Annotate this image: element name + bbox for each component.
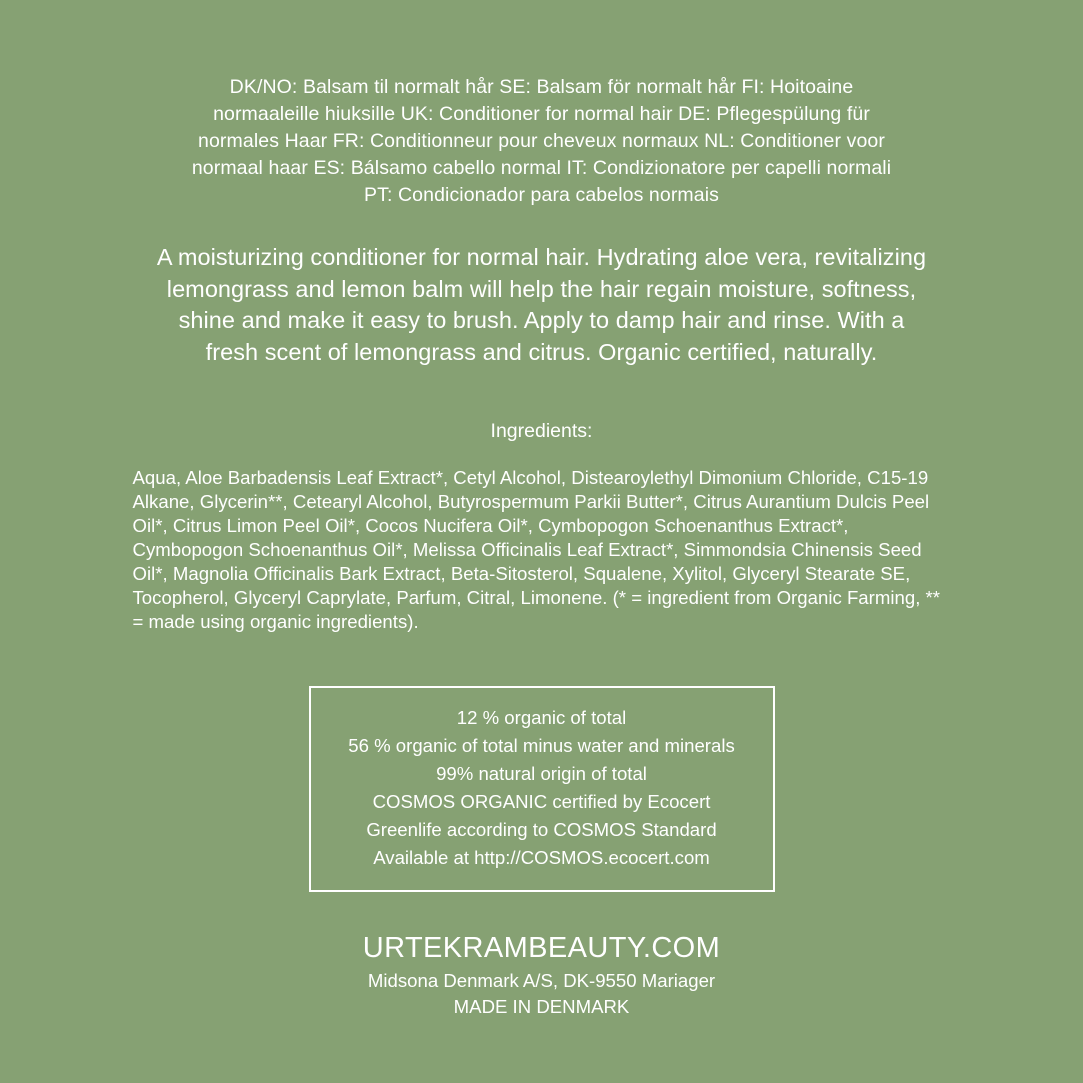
ingredients-heading: Ingredients: xyxy=(490,420,593,442)
footer xyxy=(363,930,720,1020)
cert-natural-origin: 99% natural origin of total xyxy=(436,763,647,784)
ingredients-list: Aqua, Aloe Barbadensis Leaf Extract*, Cetyl Alcohol, Distearoylethyl Dimonium Chloride, C15-19 Alkane, Glycerin**, Cetearyl Alcohol, Butyrospermum Parkii Butter*, Citrus Aurantium Dulcis Peel Oil*, Citrus Limon Peel Oil*, Cocos Nucifera Oil*, Cymbopogon Schoenanthus Extract*, Cymbopogon Schoenanthus Oil*, Melissa Officinalis Leaf Extract*, Simmondsia Chinensis Seed Oil*, Magnolia Officinalis Bark Extract, Beta-Sitosterol, Squalene, Xylitol, Glyceryl Stearate SE, Tocopherol, Glyceryl Caprylate, Parfum, Citral, Limonene. (* = ingredient from Organic Farming, ** = made using organic ingredients). xyxy=(132,467,941,632)
cert-greenlife-standard: Greenlife according to COSMOS Standard xyxy=(366,819,717,840)
multilingual-product-names: DK/NO: Balsam til normalt hår SE: Balsam för normalt hår FI: Hoitoaine normaaleille hiuksille UK: Conditioner for normal hair DE: Pflegespülung für normales Haar FR: Conditionneur pour cheveux normaux NL: Conditioner voor normaal haar ES: Bálsamo cabello normal IT: Condizionatore per capelli normali PT: Condicionador para cabelos normais xyxy=(191,76,892,206)
product-description: A moisturizing conditioner for normal hair. Hydrating aloe vera, revitalizing lemongrass and lemon balm will help the hair regain moisture, softness, shine and make it easy to brush. Apply to damp hair and rinse. With a fresh scent of lemongrass and citrus. Organic certified, naturally. xyxy=(156,244,927,365)
certification-box xyxy=(309,686,775,892)
cert-availability-url: Available at http://COSMOS.ecocert.com xyxy=(373,847,710,868)
cert-organic-total: 12 % organic of total xyxy=(456,707,627,728)
cert-cosmos-organic: COSMOS ORGANIC certified by Ecocert xyxy=(372,791,711,812)
company-address: Midsona Denmark A/S, DK-9550 Mariager xyxy=(367,970,716,991)
cert-organic-minus-water: 56 % organic of total minus water and minerals xyxy=(348,735,735,756)
brand-website[interactable]: URTEKRAMBEAUTY.COM xyxy=(362,932,721,964)
country-of-origin: MADE IN DENMARK xyxy=(453,996,630,1017)
